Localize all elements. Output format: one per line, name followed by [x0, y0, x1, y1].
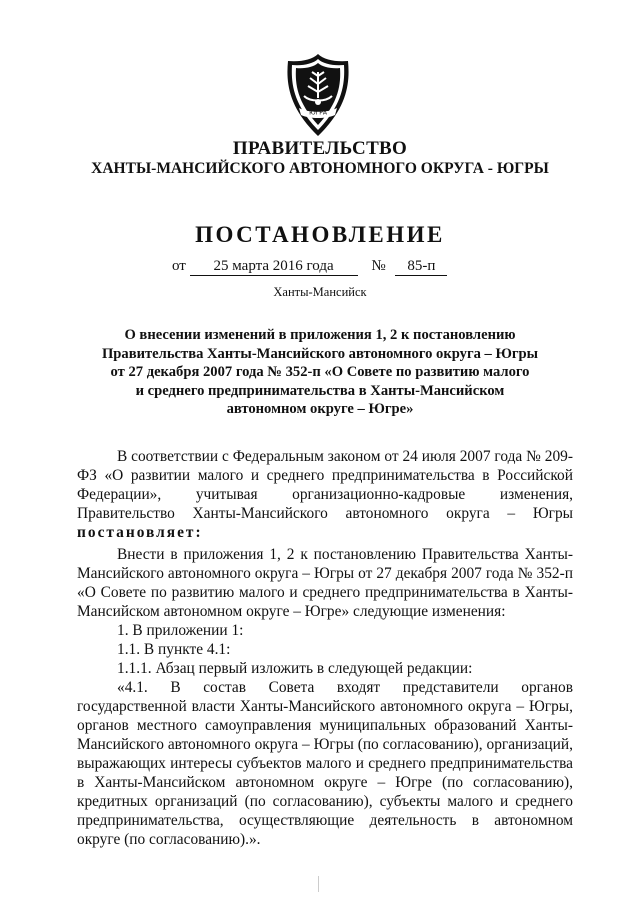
emblem-icon [284, 52, 352, 138]
date-prefix: от [172, 258, 186, 274]
preamble-text: В соответствии с Федеральным законом от 24 июля 2007 года № 209-ФЗ «О развитии малого и среднего предпринимательства в Российской Федерации», учитывая организационно-кадровые изменения, Правительство Ханты-Мансийского автономного округа – Югры [77, 448, 573, 522]
preamble-section [77, 447, 573, 542]
quoted-paragraph: «4.1. В состав Совета входят представители органов государственной власти Ханты-Мансийского автономного округа – Югры, органов местного самоуправления муниципальных образований Ханты-Мансийского автономного округа – Югры (по согласованию), организаций, выражающих интересы субъектов малого и среднего предпринимательства в Ханты-Мансийском автономном округе – Югре (по согласованию), кредитных организаций (по согласованию), субъекты малого и среднего предпринимательства, осуществляющие деятельность в автономном округе (по согласованию).». [77, 679, 573, 848]
document-type: ПОСТАНОВЛЕНИЕ [195, 222, 445, 247]
title-line: Правительства Ханты-Мансийского автономного округа – Югры [101, 345, 539, 362]
document-date: 25 марта 2016 года [190, 258, 358, 276]
preamble-paragraph [77, 447, 573, 542]
document-number: 85-п [395, 258, 447, 276]
item-1-1: 1.1. В пункте 4.1: [117, 641, 231, 658]
svg-text:ЮГРА: ЮГРА [309, 109, 327, 117]
intro-paragraph: Внести в приложения 1, 2 к постановлению Правительства Ханты-Мансийского автономного округа – Югры от 27 декабря 2007 года № 352-п «О Совете по развитию малого и среднего предпринимательства в Ханты-Мансийском автономном округе – Югре» следующие изменения: [77, 546, 573, 620]
government-name: ПРАВИТЕЛЬСТВО [232, 138, 408, 159]
decree-word: постановляет: [77, 524, 203, 541]
item-1: 1. В приложении 1: [117, 622, 244, 639]
region-name: ХАНТЫ-МАНСИЙСКОГО АВТОНОМНОГО ОКРУГА - ЮГРЫ [91, 160, 549, 177]
item-1-1-1: 1.1.1. Абзац первый изложить в следующей редакции: [117, 660, 473, 677]
scan-mark [318, 876, 319, 892]
title-line: от 27 декабря 2007 года № 352-п «О Совете по развитию малого [110, 364, 530, 380]
coat-of-arms-emblem [284, 52, 352, 138]
title-line: О внесении изменений в приложения 1, 2 к постановлению [124, 327, 516, 343]
number-sign: № [371, 258, 386, 274]
title-line: и среднего предпринимательства в Ханты-Мансийском [135, 382, 505, 399]
decree-body [77, 545, 573, 849]
city-name: Ханты-Мансийск [273, 285, 367, 299]
document-title [80, 326, 560, 419]
title-line: автономном округе – Югре» [226, 401, 414, 417]
date-number-line [172, 258, 447, 276]
